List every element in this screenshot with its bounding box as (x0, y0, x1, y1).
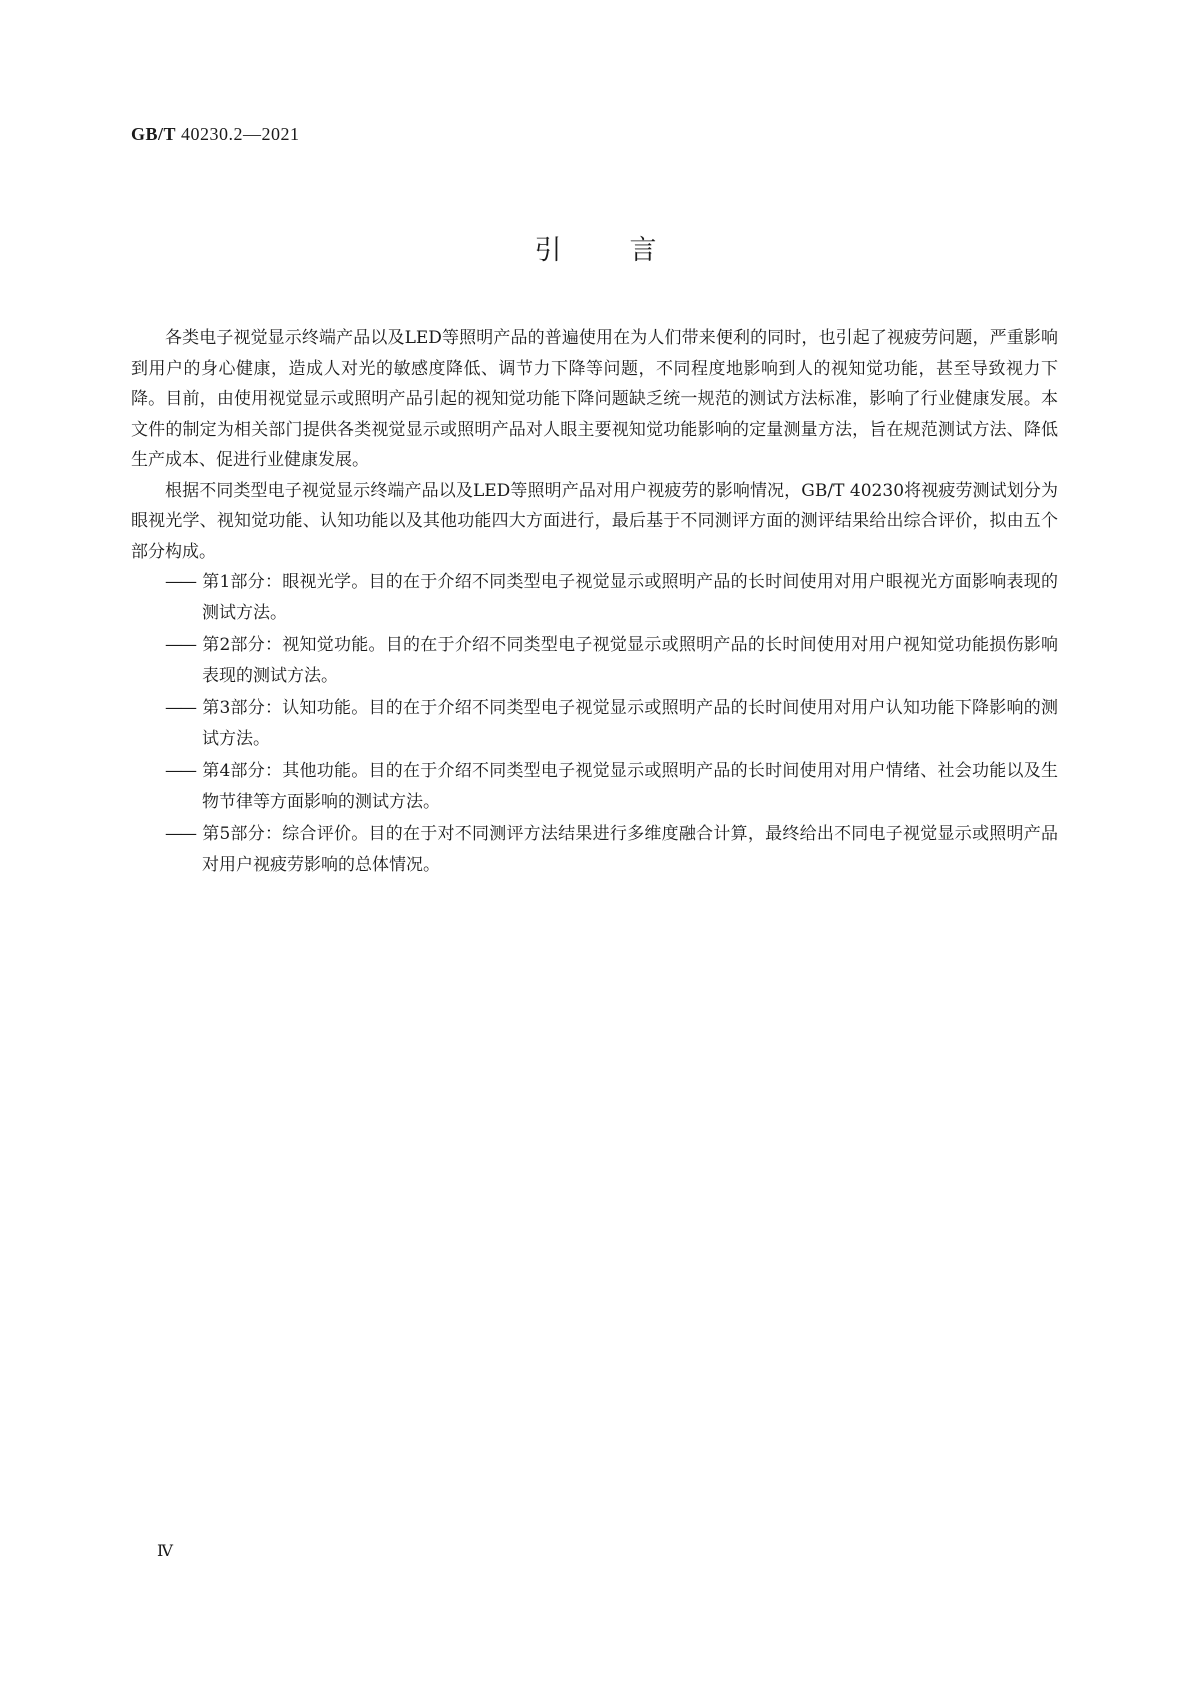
list-item-text: 第2部分：视知觉功能。目的在于介绍不同类型电子视觉显示或照明产品的长时间使用对用户视知觉功能损伤影响表现的测试方法。 (202, 635, 1058, 686)
list-item-text: 第1部分：眼视光学。目的在于介绍不同类型电子视觉显示或照明产品的长时间使用对用户眼视光方面影响表现的测试方法。 (202, 572, 1058, 623)
dash-marker: —— (165, 572, 195, 592)
standard-number (131, 124, 300, 145)
page-number: Ⅳ (157, 1543, 173, 1560)
list-item (131, 756, 1058, 817)
list-item (131, 693, 1058, 754)
dash-marker: —— (165, 698, 195, 718)
list-item-text: 第3部分：认知功能。目的在于介绍不同类型电子视觉显示或照明产品的长时间使用对用户认知功能下降影响的测试方法。 (202, 698, 1058, 749)
list-item (131, 819, 1058, 880)
intro-paragraph: 各类电子视觉显示终端产品以及LED等照明产品的普遍使用在为人们带来便利的同时，也引起了视疲劳问题，严重影响到用户的身心健康，造成人对光的敏感度降低、调节力下降等问题，不同程度地影响到人的视知觉功能，甚至导致视力下降。目前，由使用视觉显示或照明产品引起的视知觉功能下降问题缺乏统一规范的测试方法标准，影响了行业健康发展。本文件的制定为相关部门提供各类视觉显示或照明产品对人眼主要视知觉功能影响的定量测量方法，旨在规范测试方法、降低生产成本、促进行业健康发展。 (131, 328, 1058, 470)
list-item (131, 567, 1058, 628)
dash-marker: —— (165, 761, 195, 781)
dash-marker: —— (165, 824, 195, 844)
list-item-text: 第5部分：综合评价。目的在于对不同测评方法结果进行多维度融合计算，最终给出不同电子视觉显示或照明产品对用户视疲劳影响的总体情况。 (202, 824, 1058, 875)
page-title: 引言 (534, 235, 725, 266)
list-item-text: 第4部分：其他功能。目的在于介绍不同类型电子视觉显示或照明产品的长时间使用对用户情绪、社会功能以及生物节律等方面影响的测试方法。 (202, 761, 1058, 812)
parts-list (131, 567, 1058, 880)
standard-code: 40230.2—2021 (181, 124, 300, 144)
document-body (131, 323, 1058, 882)
intro-paragraph: 根据不同类型电子视觉显示终端产品以及LED等照明产品对用户视疲劳的影响情况，GB/T 40230将视疲劳测试划分为眼视光学、视知觉功能、认知功能以及其他功能四大方面进行，最后基于不同测评方面的测评结果给出综合评价，拟由五个部分构成。 (131, 480, 1058, 562)
standard-prefix: GB/T (131, 124, 177, 144)
dash-marker: —— (165, 635, 195, 655)
list-item (131, 630, 1058, 691)
